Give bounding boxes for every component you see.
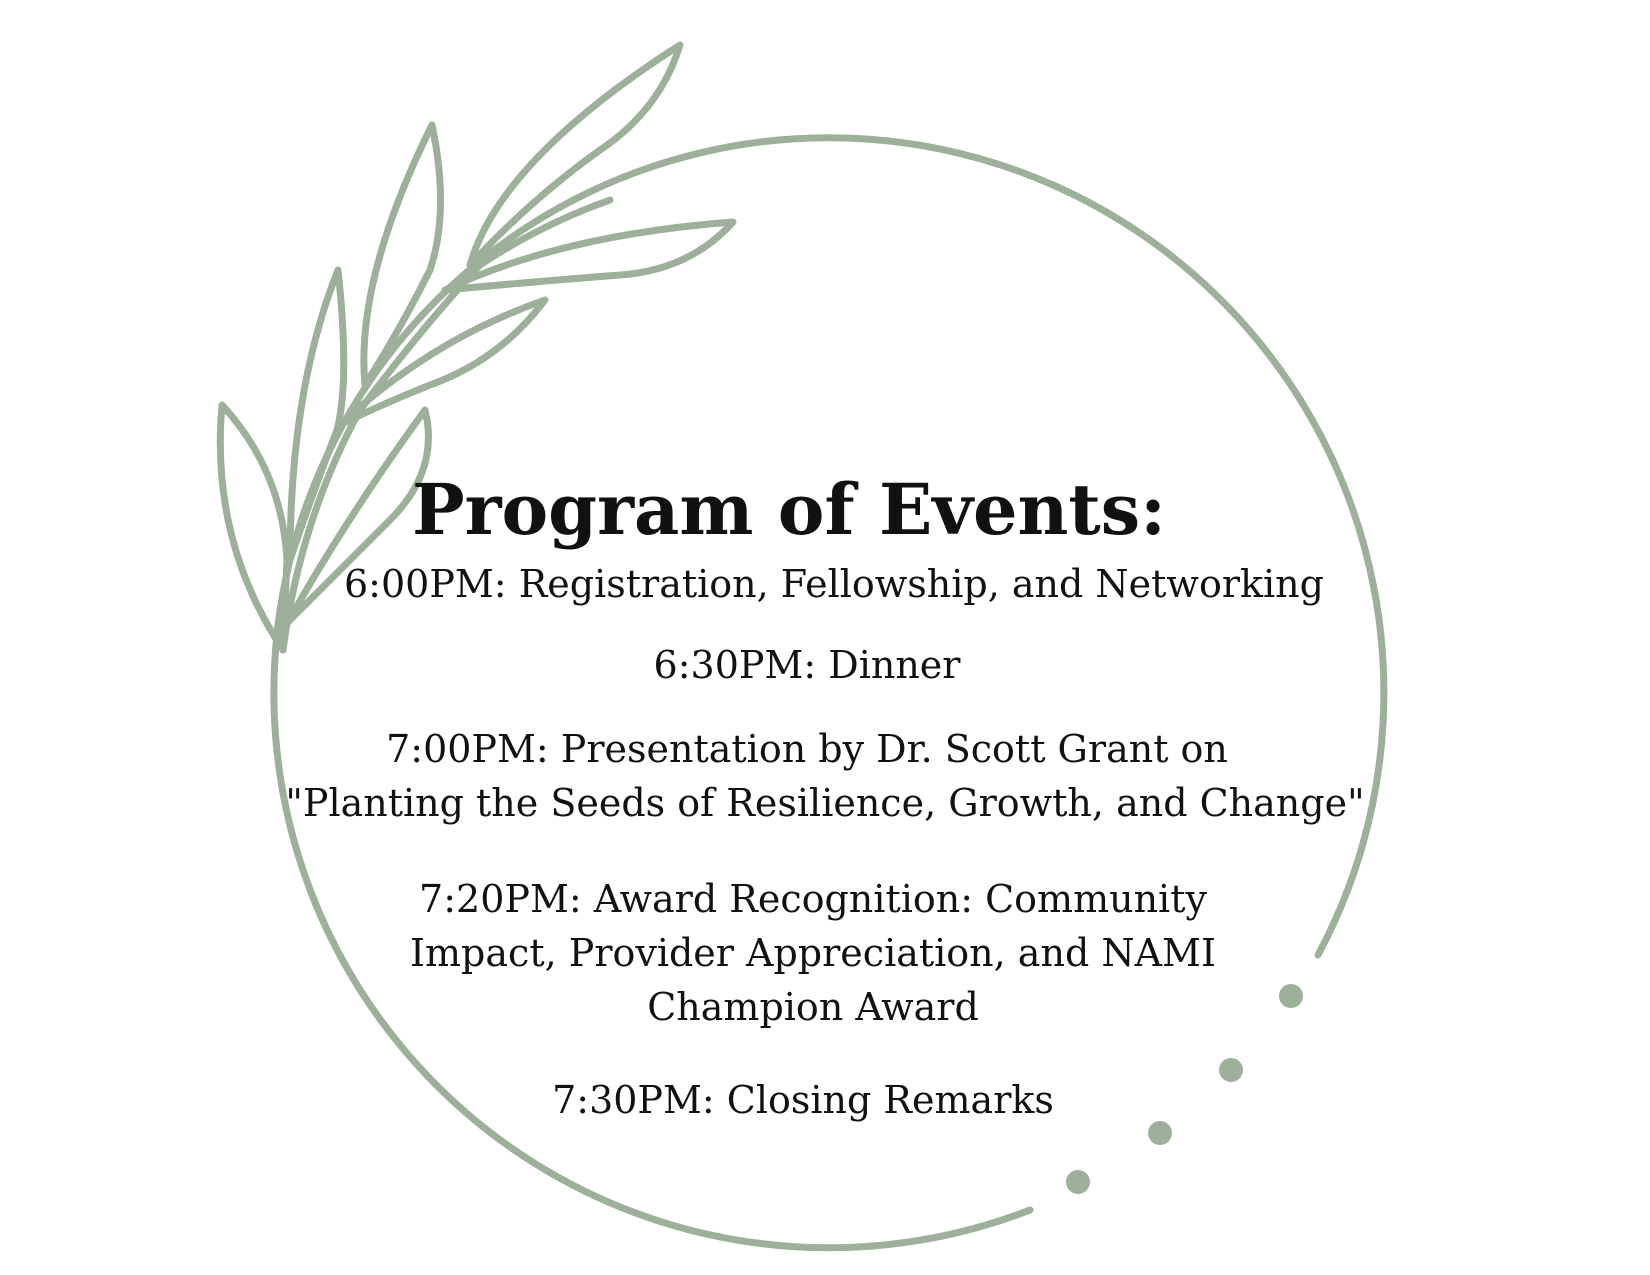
page-title: Program of Events: [411, 467, 1167, 551]
event-item-award-line2: Impact, Provider Appreciation, and NAMI [410, 931, 1216, 975]
event-item-award: 7:20PM: Award Recognition: Community [419, 877, 1207, 921]
event-item-closing: 7:30PM: Closing Remarks [552, 1078, 1054, 1122]
event-item-award-line3: Champion Award [647, 985, 979, 1029]
event-item-dinner: 6:30PM: Dinner [653, 643, 961, 687]
event-item-presentation-title: "Planting the Seeds of Resilience, Growth, and Change" [285, 781, 1365, 825]
event-item-registration: 6:00PM: Registration, Fellowship, and Networking [344, 562, 1324, 606]
event-item-presentation: 7:00PM: Presentation by Dr. Scott Grant on [386, 727, 1228, 771]
